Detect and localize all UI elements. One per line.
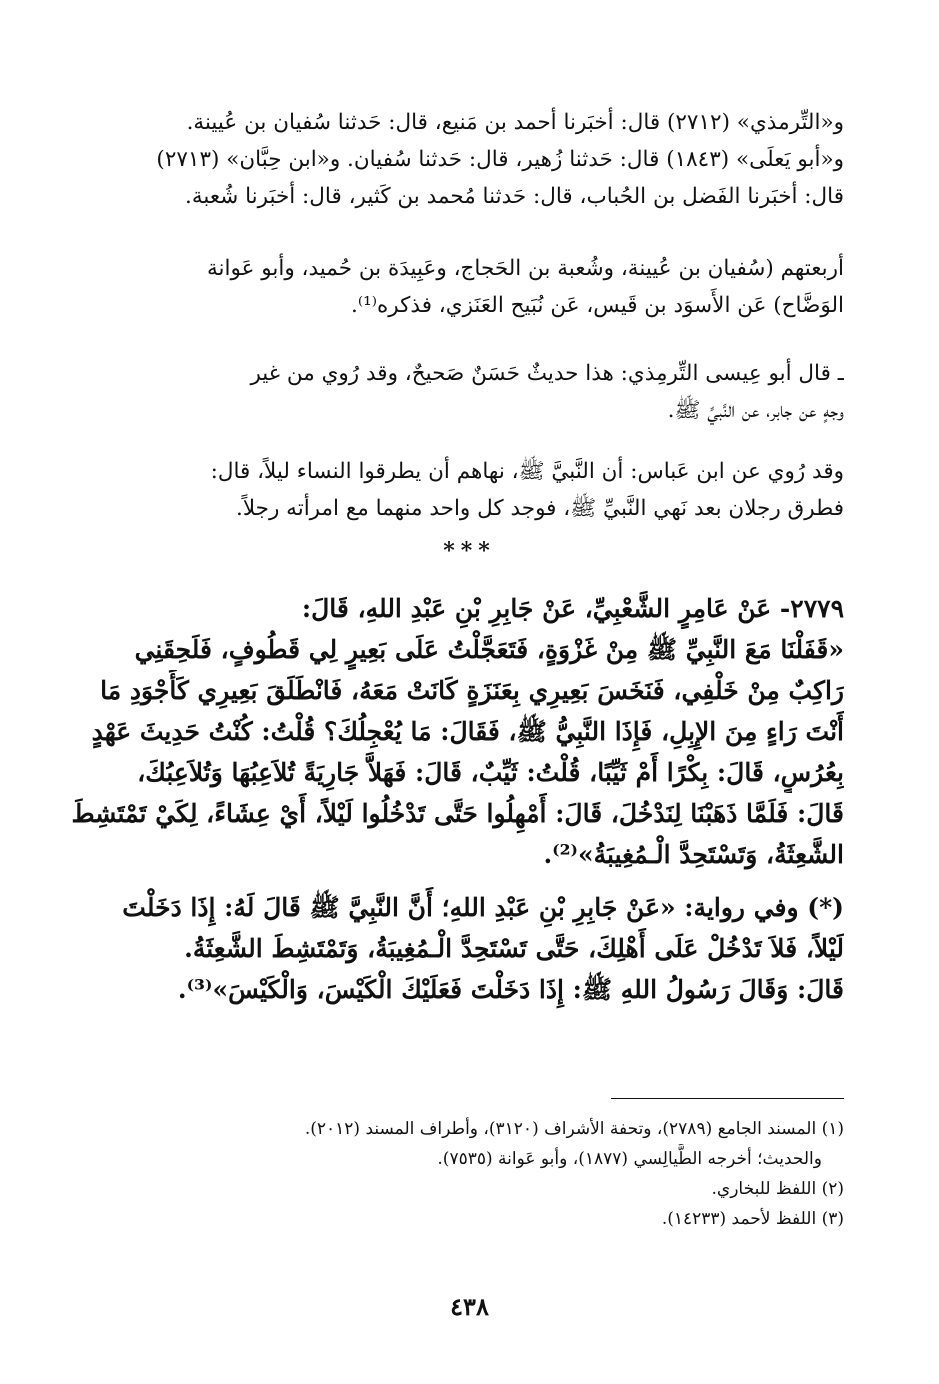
hadith-2779 [66,588,844,1010]
tirmidhi-remark-paragraph [66,355,844,429]
footnote-line: (٢) اللفظ للبخاري. [711,1179,844,1199]
hadith-line: (*) وفي رواية: «عَنْ جَابِرِ بْنِ عَبْدِ اللهِ؛ أَنَّ النَّبِيَّ ﷺ قَالَ لَهُ: إِذَا دَخَلْتَ [122,893,844,922]
hadith-line: الشَّعِثَةُ، وَتَسْتَحِدَّ الْـمُغِيبَةُ»⁽²⁾. [543,840,844,869]
hadith-line: ٢٧٧٩- عَنْ عَامِرٍ الشَّعْبِيِّ، عَنْ جَابِرِ بْنِ عَبْدِ اللهِ، قَالَ: [301,594,844,623]
text-line: ـ قال أبو عِيسى التِّرمِذي: هذا حديثٌ حَسَنٌ صَحيحٌ، وقد رُوي من غير [250,361,844,386]
isnad-paragraph [66,104,844,215]
footnote-line: والحديث؛ أخرجه الطَّيالِسي (١٨٧٧)، وأبو عَوانة (٧٥٣٥). [437,1149,822,1169]
hadith-line: لَيْلاً، فَلاَ تَدْخُلْ عَلَى أَهْلِكَ، حَتَّى تَسْتَحِدَّ الْـمُغِيبَةُ، وَتَمْتَشِطَ الشَّعِثَةُ. [184,934,844,963]
hadith-line: قَالَ: فَلَمَّا ذَهَبْنَا لِنَدْخُلَ، قَالَ: أَمْهِلُوا حَتَّى تَدْخُلُوا لَيْلاً، أَيْ عِشَاءً، لِكَيْ تَمْتَشِطَ [71,799,844,828]
text-line: أربعتهم (سُفيان بن عُيينة، وشُعبة بن الحَجاج، وعَبِيدَة بن حُميد، وأبو عَوانة [207,256,844,281]
hadith-line: بِعُرُسٍ، قَالَ: بِكْرًا أَمْ ثَيِّبًا، قُلْتُ: ثَيِّبٌ، قَالَ: فَهَلاَّ جَارِيَةً تُلاَعِبُهَا وَتُلاَعِبُكَ، [137,758,844,787]
text-line: و«التِّرمذي» (٢٧١٢) قال: أخبَرنا أحمد بن مَنيع، قال: حَدثنا سُفيان بن عُيينة. [186,110,844,135]
footnote-line: (٣) اللفظ لأحمد (١٤٢٣٣). [661,1209,844,1229]
footnote-line: (١) المسند الجامع (٢٧٨٩)، وتحفة الأشراف (٣١٢٠)، وأطراف المسند (٢٠١٢). [304,1119,844,1139]
section-separator: *** [443,538,496,564]
hadith-line: رَاكِبٌ مِنْ خَلْفِي، فَنَخَسَ بَعِيرِي بِعَنَزَةٍ كَانَتْ مَعَهُ، فَانْطَلَقَ بَعِيرِي كَأَجْوَدِ مَا [100,676,844,705]
text-line: وقد رُوي عن ابن عَباس: أن النَّبيَّ ﷺ، نهاهم أن يطرقوا النساء ليلاً، قال: [210,459,844,484]
footnotes [66,1114,844,1234]
ibn-abbas-paragraph [66,453,844,527]
hadith-line: أَنْتَ رَاءٍ مِنَ الإِبِلِ، فَإِذَا النَّبِيُّ ﷺ، فَقَالَ: مَا يُعْجِلُكَ؟ قُلْتُ: كُنْتُ حَدِيثَ عَهْدٍ [91,717,844,746]
narrators-paragraph [66,250,844,324]
page-number: ٤٣٨ [450,1292,489,1321]
text-line: وجهٍ عن جابر، عن النَّبيِّ ﷺ. [667,398,844,423]
hadith-line: قَالَ: وَقَالَ رَسُولُ اللهِ ﷺ: إِذَا دَخَلْتَ فَعَلَيْكَ الْكَيْسَ، وَالْكَيْسَ»⁽³⁾. [177,975,844,1004]
text-line: و«أبو يَعلَى» (١٨٤٣) قال: حَدثنا زُهير، قال: حَدثنا سُفيان. و«ابن حِبَّان» (٢٧١٣) [156,147,844,172]
footnote-divider [611,1098,844,1099]
text-line: فطرق رجلان بعد نَهي النَّبيِّ ﷺ، فوجد كل واحد منهما مع امرأته رجلاً. [236,496,844,521]
text-line: الوَضَّاح) عَن الأَسوَد بن قَيس، عَن نُبَيح العَنَزي، فذكره⁽¹⁾. [351,293,844,318]
hadith-line: «قَفَلْنَا مَعَ النَّبِيِّ ﷺ مِنْ غَزْوَةٍ، فَتَعَجَّلْتُ عَلَى بَعِيرٍ لِي قَطُوفٍ، فَلَحِقَنِي [134,635,844,664]
text-line: قال: أخبَرنا الفَضل بن الحُباب، قال: حَدثنا مُحمد بن كَثير، قال: أخبَرنا شُعبة. [185,184,844,209]
